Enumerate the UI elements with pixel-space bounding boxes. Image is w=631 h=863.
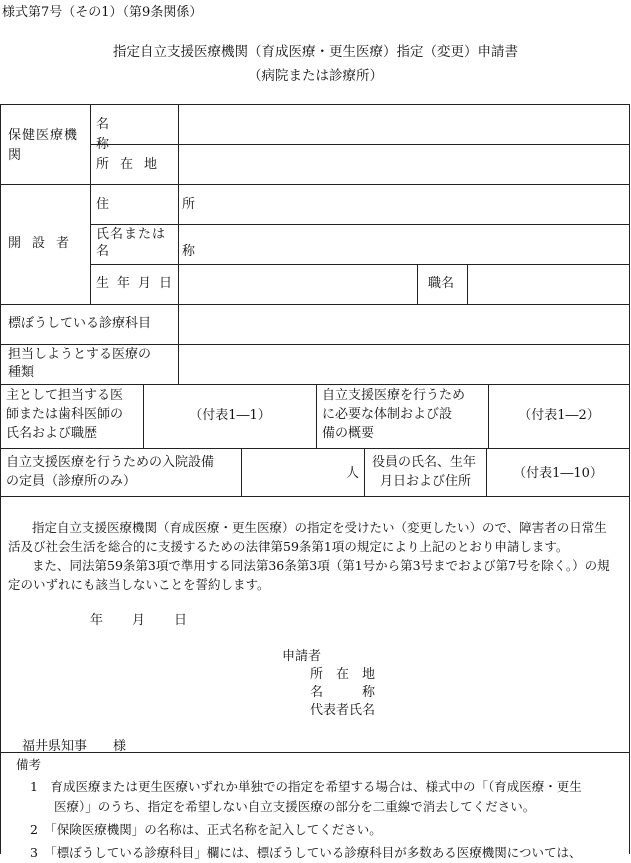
applicant-representative: 代表者氏名: [310, 703, 376, 718]
form-title: 指定自立支援医療機関（育成医療・更生医療）指定（変更）申請書: [113, 44, 518, 60]
line: [0, 184, 630, 185]
line: [90, 144, 630, 145]
system-value: （付表1―2）: [518, 408, 600, 423]
doctor-label-1: 主として担当する医: [6, 388, 124, 403]
declaration: [8, 518, 626, 594]
declaration-line-2: 活及び社会生活を総合的に支援するための法律第59条第1項の規定により上記のとおり申請します。: [8, 539, 569, 554]
beds-label-2: の定員（診療所のみ）: [6, 474, 137, 489]
addressee: 福井県知事 様: [22, 739, 127, 754]
applicant-name: 名 称: [310, 685, 376, 700]
line: [0, 304, 630, 305]
line: [364, 448, 365, 496]
line: [241, 448, 242, 496]
note-1-line-1: 1 育成医療または更生医療いずれか単独での指定を希望する場合は、様式中の「（育成医療・更生: [30, 779, 582, 794]
declaration-text-3: また、同法第59条第3項で準用する同法第36条第3項（第1号から第3号までおよび第7号を除く。）の規: [32, 558, 610, 573]
line: [316, 384, 317, 448]
declaration-line-1: [8, 518, 626, 537]
system-label-2: に必要な体制および設: [322, 407, 453, 422]
departments-label: 標ぼうしている診療科目: [8, 316, 152, 331]
applicant-header: 申請者: [282, 649, 322, 664]
line: [90, 264, 630, 265]
line: [0, 496, 630, 497]
note-2: 2 「保険医療機関」の名称は、正式名称を記入してください。: [30, 822, 382, 837]
officers-value: （付表1―10）: [513, 466, 603, 481]
officers-label-2: 月日および住所: [380, 474, 472, 489]
institution-label: 保健医療機関: [8, 128, 79, 163]
line: [90, 104, 91, 304]
fullname-label-1: 氏名または: [96, 227, 167, 242]
date-line: 年 月 日: [90, 613, 189, 628]
address-label: 所在地: [96, 157, 169, 172]
officers-label-1: 役員の氏名、生年: [372, 455, 477, 470]
form-reference: 様式第7号（その1）（第9条関係）: [2, 5, 203, 20]
doctor-label-2: 師または歯科医師の: [6, 407, 124, 422]
declaration-line-4: 定のいずれにも該当しないことを誓約します。: [8, 577, 270, 592]
line: [0, 384, 630, 385]
medical-care-label-1: 担当しようとする医療の: [8, 347, 152, 362]
name-label: [96, 115, 183, 155]
beds-label-1: 自立支援医療を行うための入院設備: [6, 455, 215, 470]
form-subtitle: （病院または診療所）: [248, 68, 383, 84]
name-label-text: 名 称: [96, 117, 183, 152]
birthdate-label: 生年月日: [96, 276, 181, 291]
notes: [8, 755, 628, 863]
fullname-label-2: 名 称: [96, 244, 226, 259]
applicant-address: 所 在 地: [310, 667, 376, 682]
note-1-line-2: 医療）」のうち、指定を希望しない自立支援医療の部分を二重線で消去してください。: [54, 799, 536, 814]
beds-unit: 人: [346, 466, 360, 481]
system-label-3: 備の概要: [322, 426, 375, 441]
residence-label: 住 所: [96, 197, 226, 212]
line: [417, 264, 418, 304]
title-label: 職名: [428, 276, 455, 291]
line: [90, 224, 630, 225]
founder-label: 開設者: [8, 236, 81, 251]
notes-header: 備考: [16, 757, 42, 772]
line: [0, 448, 630, 449]
declaration-line-3: [8, 556, 626, 575]
medical-care-label-2: 種類: [8, 365, 35, 380]
declaration-text-1: 指定自立支援医療機関（育成医療・更生医療）の指定を受けたい（変更したい）ので、障害者の日常生: [32, 520, 607, 535]
note-3: 3 「標ぼうしている診療科目」欄には、標ぼうしている診療科目が多数ある医療機関については、: [30, 845, 582, 860]
line: [467, 264, 468, 304]
doctor-value: （付表1―1）: [189, 408, 271, 423]
doctor-label-3: 氏名および職歴: [6, 426, 98, 441]
system-label-1: 自立支援医療を行うため: [322, 388, 466, 403]
